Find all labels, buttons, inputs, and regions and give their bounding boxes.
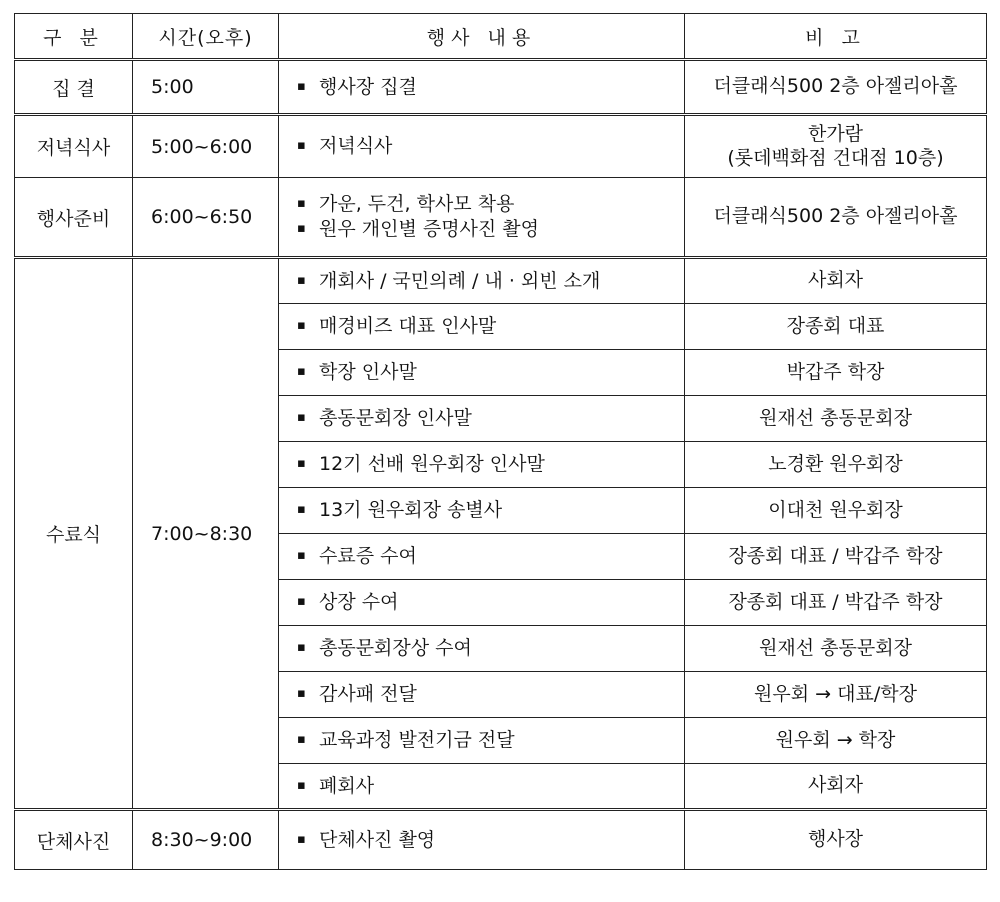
table-row-group-photo — [15, 810, 987, 870]
content-cell — [279, 672, 685, 718]
content-cell — [279, 580, 685, 626]
note-text: (롯데백화점 건대점 10층) — [727, 146, 944, 169]
note-cell: 장종회 대표 / 박갑주 학장 — [685, 534, 987, 580]
table-row-ceremony — [15, 258, 987, 304]
table-row-gathering — [15, 60, 987, 115]
note-cell — [685, 115, 987, 178]
note-cell — [685, 810, 987, 870]
content-item: ▪ 13기 원우회장 송별사 — [297, 498, 678, 523]
table-row-preparation — [15, 178, 987, 258]
content-cell — [279, 442, 685, 488]
content-item: ▪ 학장 인사말 — [297, 360, 678, 385]
header-content: 행사 내용 — [279, 14, 685, 60]
content-cell — [279, 810, 685, 870]
content-cell — [279, 115, 685, 178]
header-time: 시간(오후) — [133, 14, 279, 60]
time-cell: 6:00~6:50 — [133, 178, 279, 258]
category-cell: 저녁식사 — [15, 115, 133, 178]
note-cell: 원우회 → 학장 — [685, 718, 987, 764]
content-item: ▪ 감사패 전달 — [297, 682, 678, 707]
time-cell: 7:00~8:30 — [133, 258, 279, 810]
note-cell: 원우회 → 대표/학장 — [685, 672, 987, 718]
content-cell — [279, 626, 685, 672]
content-cell — [279, 304, 685, 350]
note-cell: 원재선 총동문회장 — [685, 396, 987, 442]
header-note: 비 고 — [685, 14, 987, 60]
table-row-dinner — [15, 115, 987, 178]
content-item: ▪ 매경비즈 대표 인사말 — [297, 314, 678, 339]
note-cell: 노경환 원우회장 — [685, 442, 987, 488]
content-item: ▪ 단체사진 촬영 — [297, 828, 678, 853]
note-cell: 원재선 총동문회장 — [685, 626, 987, 672]
note-cell — [685, 60, 987, 115]
content-item: ▪ 총동문회장 인사말 — [297, 406, 678, 431]
time-cell: 8:30~9:00 — [133, 810, 279, 870]
category-cell: 단체사진 — [15, 810, 133, 870]
content-cell — [279, 488, 685, 534]
content-item: ▪ 수료증 수여 — [297, 544, 678, 569]
content-item: ▪ 가운, 두건, 학사모 착용 — [297, 192, 678, 217]
note-text: 더클래식500 2층 아젤리아홀 — [713, 75, 958, 98]
content-item: ▪ 상장 수여 — [297, 590, 678, 615]
content-cell — [279, 396, 685, 442]
content-item: ▪ 12기 선배 원우회장 인사말 — [297, 452, 678, 477]
note-cell: 이대천 원우회장 — [685, 488, 987, 534]
content-item: ▪ 저녁식사 — [297, 134, 678, 159]
note-cell: 장종회 대표 / 박갑주 학장 — [685, 580, 987, 626]
event-schedule-table — [14, 13, 987, 870]
note-cell — [685, 178, 987, 258]
note-text: 행사장 — [807, 828, 864, 851]
note-cell: 박갑주 학장 — [685, 350, 987, 396]
content-cell — [279, 60, 685, 115]
time-cell: 5:00~6:00 — [133, 115, 279, 178]
content-cell — [279, 178, 685, 258]
header-row — [15, 14, 987, 60]
content-cell — [279, 258, 685, 304]
content-item: ▪ 개회사 / 국민의례 / 내 · 외빈 소개 — [297, 269, 678, 294]
content-item: ▪ 원우 개인별 증명사진 촬영 — [297, 217, 678, 242]
content-cell — [279, 718, 685, 764]
note-cell: 사회자 — [685, 258, 987, 304]
category-cell: 수료식 — [15, 258, 133, 810]
content-item: ▪ 교육과정 발전기금 전달 — [297, 728, 678, 753]
note-text: 더클래식500 2층 아젤리아홀 — [713, 205, 958, 228]
content-item: ▪ 폐회사 — [297, 774, 678, 799]
note-cell: 장종회 대표 — [685, 304, 987, 350]
content-item: ▪ 행사장 집결 — [297, 75, 678, 100]
note-text: 한가람 — [807, 122, 864, 145]
content-cell — [279, 350, 685, 396]
header-category: 구 분 — [15, 14, 133, 60]
category-cell: 집 결 — [15, 60, 133, 115]
content-cell — [279, 534, 685, 580]
content-item: ▪ 총동문회장상 수여 — [297, 636, 678, 661]
content-cell — [279, 764, 685, 810]
category-cell: 행사준비 — [15, 178, 133, 258]
time-cell: 5:00 — [133, 60, 279, 115]
note-cell: 사회자 — [685, 764, 987, 810]
